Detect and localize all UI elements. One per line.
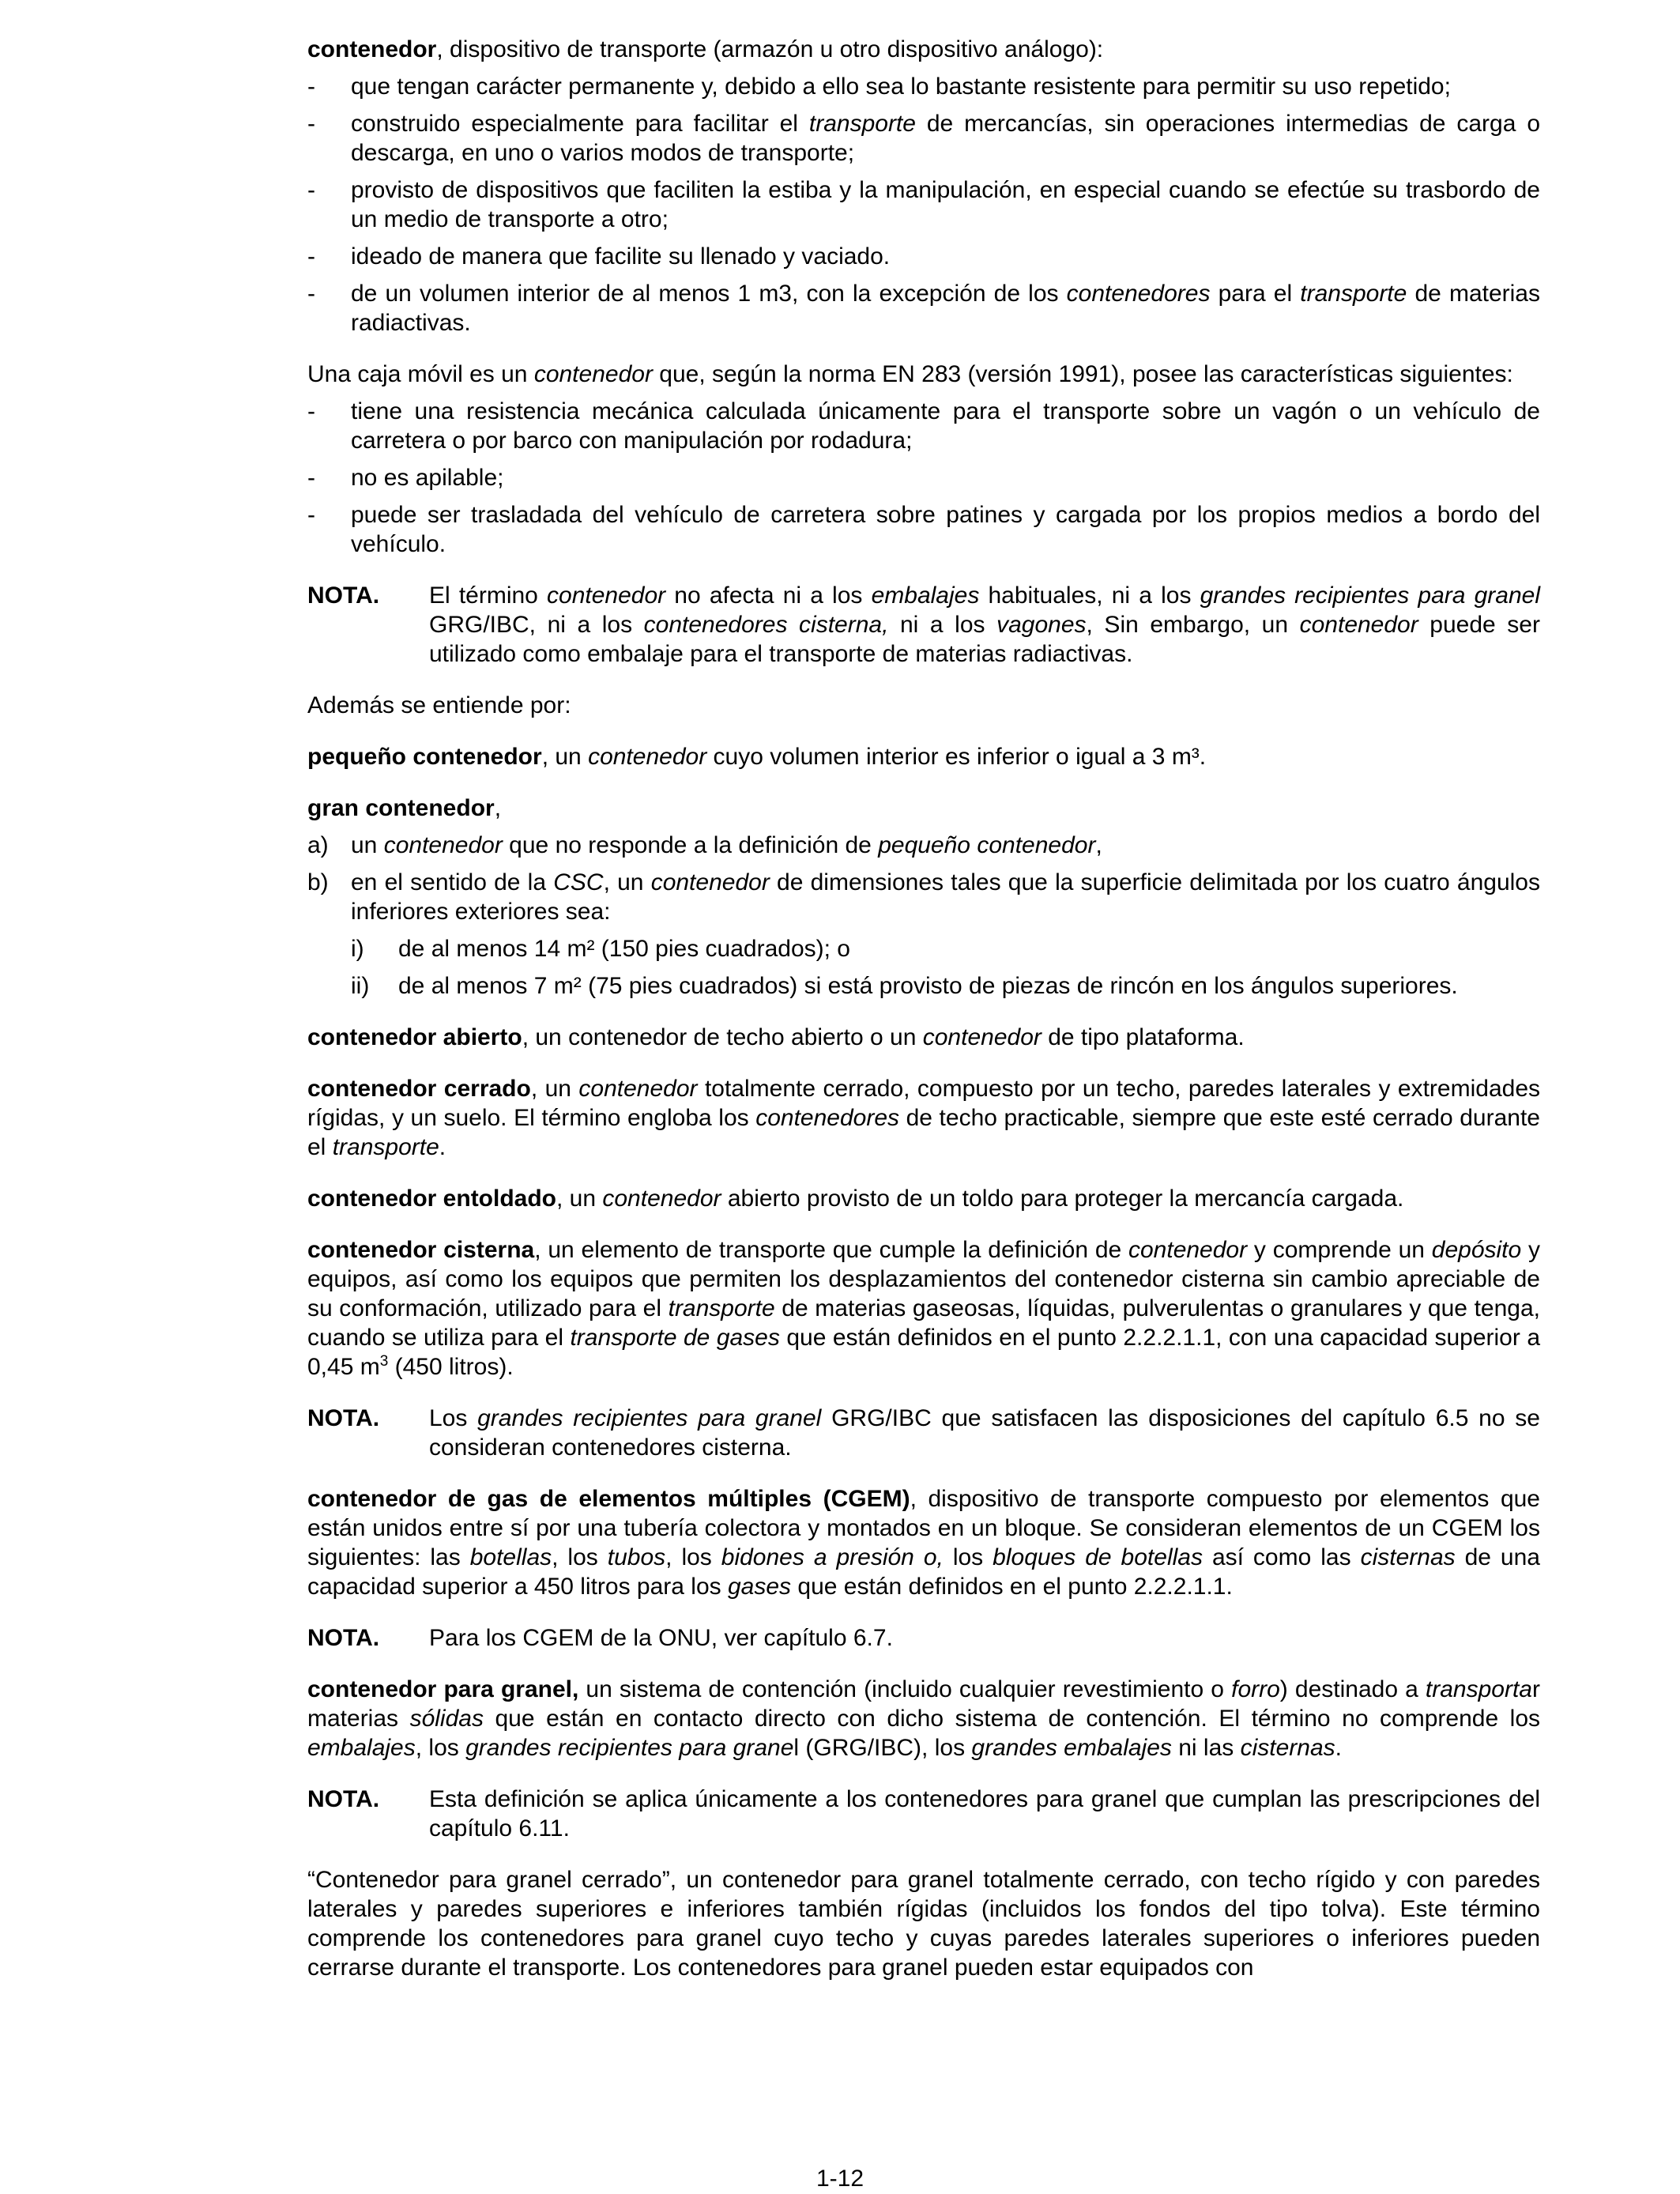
italic-text: embalajes [307, 1735, 416, 1761]
list-item-text [351, 109, 1540, 168]
text: tiene una resistencia mecánica calculada únicamente para el transporte sobre un vagón o un vehículo de carretera o por barco con manipulación por rodadura; [351, 398, 1540, 454]
nota-contenedor [307, 581, 1540, 669]
text: en el sentido de la [351, 869, 554, 895]
italic-text: forro [1231, 1676, 1280, 1702]
definition-contenedor-abierto [307, 1023, 1540, 1052]
text: , los [552, 1544, 608, 1570]
text: ideado de manera que facilite su llenado y vaciado. [351, 243, 891, 270]
text: así como las [1202, 1544, 1361, 1570]
italic-text: cisternas [1360, 1544, 1456, 1570]
definition-contenedor-entoldado [307, 1184, 1540, 1213]
italic-text: contenedor [1299, 612, 1418, 638]
italic-text: transporta [1425, 1676, 1532, 1702]
text: puede ser trasladada del vehículo de carretera sobre patines y cargada por los propios medios a bordo del vehículo. [351, 502, 1540, 557]
italic-text: sólidas [409, 1706, 484, 1732]
italic-text: transporte [1300, 281, 1407, 307]
ademas-text: Además se entiende por: [307, 692, 571, 718]
list-item-text [351, 463, 1540, 492]
text: . [1335, 1735, 1343, 1761]
text: de una capacidad superior a 450 litros para los [307, 1544, 1540, 1600]
nota-granel [307, 1785, 1540, 1843]
italic-text: transporte [808, 111, 916, 137]
text: de mercancías, sin operaciones intermedias de carga o descarga, en uno o varios modos de transporte; [351, 111, 1541, 166]
text: que están definidos en el punto 2.2.2.1.1. [791, 1574, 1233, 1600]
text: un [351, 832, 384, 858]
term: contenedor entoldado [307, 1186, 556, 1212]
italic-text: contenedor [588, 744, 707, 770]
term: contenedor cerrado [307, 1076, 531, 1102]
italic-text: contenedor [922, 1024, 1042, 1050]
text: . [439, 1134, 446, 1160]
italic-text: transporte [668, 1295, 775, 1321]
list-item-text [351, 397, 1540, 455]
list-item-text [351, 500, 1540, 559]
list-item [307, 831, 1540, 860]
list-item-text [351, 72, 1540, 101]
definition-contenedor-cerrado [307, 1074, 1540, 1162]
sublist-item-text: de al menos 14 m² (150 pies cuadrados); o [398, 936, 850, 962]
text: Para los CGEM de la ONU, ver capítulo 6.7. [429, 1625, 893, 1651]
list-item [307, 279, 1540, 337]
italic-text: grandes recipientes para granel [1200, 582, 1541, 609]
text: GRG/IBC, ni a los [429, 612, 644, 638]
italic-text: embalajes [871, 582, 980, 609]
list-marker: - [307, 111, 315, 137]
text: puede ser utilizado como embalaje para el transporte de materias radiactivas. [429, 612, 1540, 667]
definition-contenedor-granel [307, 1675, 1540, 1762]
nota-cgem [307, 1623, 1540, 1653]
italic-text: contenedor [533, 361, 653, 387]
text: ni a los [888, 612, 997, 638]
italic-text: contenedores cisterna, [643, 612, 889, 638]
text: Los [429, 1405, 478, 1431]
text: que no responde a la definición de [502, 832, 879, 858]
list-item-text [351, 242, 1540, 271]
list-item [307, 72, 1540, 101]
text: de materias gaseosas, líquidas, pulverulentas o granulares y que tenga, cuando se utiliza para el [307, 1295, 1540, 1351]
text: , los [665, 1544, 721, 1570]
text: r materias [307, 1676, 1540, 1732]
italic-text: contenedor [1128, 1237, 1248, 1263]
text: que están definidos en el punto 2.2.2.1.1, con una capacidad superior a 0,45 m [307, 1325, 1540, 1380]
text: GRG/IBC que satisfacen las disposiciones del capítulo 6.5 no se consideran contenedores cisterna. [429, 1405, 1540, 1461]
text: , un [541, 744, 589, 770]
italic-text: transporte [332, 1134, 439, 1160]
text: de tipo plataforma. [1041, 1024, 1245, 1050]
definition-granel-cerrado: “Contenedor para granel cerrado”, un contenedor para granel totalmente cerrado, con techo rígido y con paredes laterales y paredes superiores e inferiores también rígidas (incluidos los fondos del tipo tolva). Este término comprende los contenedores para granel cuyo techo y cuyas paredes laterales superiores o inferiores pueden cerrarse durante el transporte. Los contenedores para granel pueden estar equipados con [307, 1867, 1540, 1981]
text: habituales, ni a los [979, 582, 1200, 609]
list-marker: - [307, 398, 315, 424]
text: Una caja móvil es un [307, 361, 534, 387]
nota-label: NOTA. [307, 1625, 380, 1651]
gran-contenedor-list [307, 831, 1540, 926]
sublist-marker: i) [351, 936, 364, 962]
term-contenedor: contenedor [307, 36, 437, 62]
caja-movil-lead [307, 360, 1540, 389]
nota-text [429, 581, 1540, 669]
italic-text: contenedor [547, 582, 666, 609]
text: provisto de dispositivos que faciliten la estiba y la manipulación, en especial cuando se efectúe su trasbordo de un medio de transporte a otro; [351, 177, 1540, 232]
term: contenedor para granel, [307, 1676, 579, 1702]
intro-list [307, 72, 1540, 337]
term: contenedor abierto [307, 1024, 522, 1050]
term: contenedor de gas de elementos múltiples (CGEM) [307, 1486, 910, 1512]
sublist-item-text: de al menos 7 m² (75 pies cuadrados) si está provisto de piezas de rincón en los ángulos superiores. [398, 973, 1458, 999]
text: no es apilable; [351, 465, 504, 491]
list-marker: - [307, 177, 315, 203]
term: pequeño contenedor [307, 744, 542, 770]
text: de un volumen interior de al menos 1 m3, con la excepción de los [351, 281, 1067, 307]
italic-text: bidones a presión o, [721, 1544, 944, 1570]
text: , un elemento de transporte que cumple la definición de [534, 1237, 1128, 1263]
text: cuyo volumen interior es inferior o igual a 3 m³. [706, 744, 1207, 770]
italic-text: cisternas [1240, 1735, 1335, 1761]
sublist-item [351, 934, 1540, 963]
caja-movil-list [307, 397, 1540, 559]
list-item [307, 868, 1540, 926]
italic-text: contenedores [1066, 281, 1211, 307]
definition-contenedor: contenedor, dispositivo de transporte (armazón u otro dispositivo análogo): [307, 36, 1104, 62]
sublist-marker: ii) [351, 973, 370, 999]
nota-cisterna [307, 1404, 1540, 1462]
definition-contenedor-cisterna [307, 1235, 1540, 1382]
text: abierto provisto de un toldo para proteger la mercancía cargada. [721, 1186, 1404, 1212]
text: los [943, 1544, 993, 1570]
list-item [307, 500, 1540, 559]
text: , un contenedor de techo abierto o un [522, 1024, 923, 1050]
italic-text: gases [727, 1574, 792, 1600]
italic-text: grandes recipientes para granel [477, 1405, 822, 1431]
text: Esta definición se aplica únicamente a los contenedores para granel que cumplan las prescripciones del capítulo 6.11. [429, 1786, 1540, 1842]
list-marker: - [307, 502, 315, 528]
list-marker: a) [307, 832, 329, 858]
text: de materias radiactivas. [351, 281, 1540, 336]
italic-text: contenedor [650, 869, 770, 895]
nota-label: NOTA. [307, 1405, 380, 1431]
text: ni las [1171, 1735, 1241, 1761]
list-marker: - [307, 74, 315, 100]
text: para el [1210, 281, 1301, 307]
italic-text: tubos [607, 1544, 666, 1570]
nota-label: NOTA. [307, 1786, 380, 1812]
italic-text: pequeño contenedor [878, 832, 1096, 858]
italic-text: CSC [553, 869, 604, 895]
text: , Sin embargo, un [1086, 612, 1300, 638]
nota-text [429, 1785, 1540, 1843]
text: 3 [379, 1353, 389, 1370]
text: El término [429, 582, 548, 609]
list-marker: - [307, 465, 315, 491]
list-item-text [351, 175, 1540, 234]
nota-text [429, 1404, 1540, 1462]
italic-text: transporte de gases [570, 1325, 780, 1351]
italic-text: contenedor [578, 1076, 698, 1102]
text: que, según la norma EN 283 (versión 1991), posee las características siguientes: [652, 361, 1513, 387]
sublist-item [351, 971, 1540, 1001]
list-item [307, 109, 1540, 168]
italic-text: grandes recipientes para grane [465, 1735, 794, 1761]
definition-gran-contenedor-head [307, 794, 1540, 823]
list-marker: b) [307, 869, 329, 895]
italic-text: vagones [996, 612, 1087, 638]
list-marker: - [307, 281, 315, 307]
text: de dimensiones tales que la superficie delimitada por los cuatro ángulos inferiores exteriores sea: [351, 869, 1540, 925]
text: , un [603, 869, 651, 895]
text: y equipos, así como los equipos que permiten los desplazamientos del contenedor cisterna sin cambio apreciable de su conformación, utilizado para el [307, 1237, 1540, 1321]
text: que tengan carácter permanente y, debido a ello sea lo bastante resistente para permitir su uso repetido; [351, 74, 1451, 100]
list-item [307, 175, 1540, 234]
italic-text: depósito [1431, 1237, 1522, 1263]
italic-text: bloques de botellas [993, 1544, 1203, 1570]
list-item-text [351, 868, 1540, 926]
text: , un [530, 1076, 579, 1102]
list-item [307, 242, 1540, 271]
text: totalmente cerrado, compuesto por un techo, paredes laterales y extremidades rígidas, y un suelo. El término engloba los [307, 1076, 1540, 1131]
text: y comprende un [1247, 1237, 1432, 1263]
page-number: 1-12 [816, 2166, 864, 2192]
text: l (GRG/IBC), los [793, 1735, 972, 1761]
list-item [307, 463, 1540, 492]
definition-cgem [307, 1484, 1540, 1601]
text: , un [556, 1186, 603, 1212]
text: un sistema de contención (incluido cualquier revestimiento o [578, 1676, 1232, 1702]
text: (450 litros). [388, 1354, 514, 1380]
nota-label: NOTA. [307, 582, 380, 609]
nota-text [429, 1623, 1540, 1653]
text: , [494, 795, 502, 821]
definition-pequeno-contenedor [307, 742, 1540, 771]
text: de techo practicable, siempre que este esté cerrado durante el [307, 1105, 1540, 1160]
text: no afecta ni a los [665, 582, 872, 609]
list-marker: - [307, 243, 315, 270]
list-item-text [351, 279, 1540, 337]
list-item [307, 397, 1540, 455]
italic-text: contenedor [383, 832, 503, 858]
text: , los [415, 1735, 466, 1761]
text: ) destinado a [1279, 1676, 1426, 1702]
gran-contenedor-sublist [307, 934, 1540, 1001]
text: que están en contacto directo con dicho sistema de contención. El término no comprende los [483, 1706, 1541, 1732]
italic-text: contenedores [755, 1105, 900, 1131]
document-body [307, 35, 1540, 1982]
text: , [1095, 832, 1102, 858]
text: construido especialmente para facilitar el [351, 111, 809, 137]
term: contenedor cisterna [307, 1237, 535, 1263]
text: , dispositivo de transporte compuesto por elementos que están unidos entre sí por una tubería colectora y montados en un bloque. Se consideran elementos de un CGEM los siguientes: las [307, 1486, 1540, 1570]
italic-text: grandes embalajes [971, 1735, 1172, 1761]
italic-text: botellas [469, 1544, 552, 1570]
list-item-text [351, 831, 1540, 860]
italic-text: contenedor [602, 1186, 721, 1212]
term: gran contenedor [307, 795, 495, 821]
